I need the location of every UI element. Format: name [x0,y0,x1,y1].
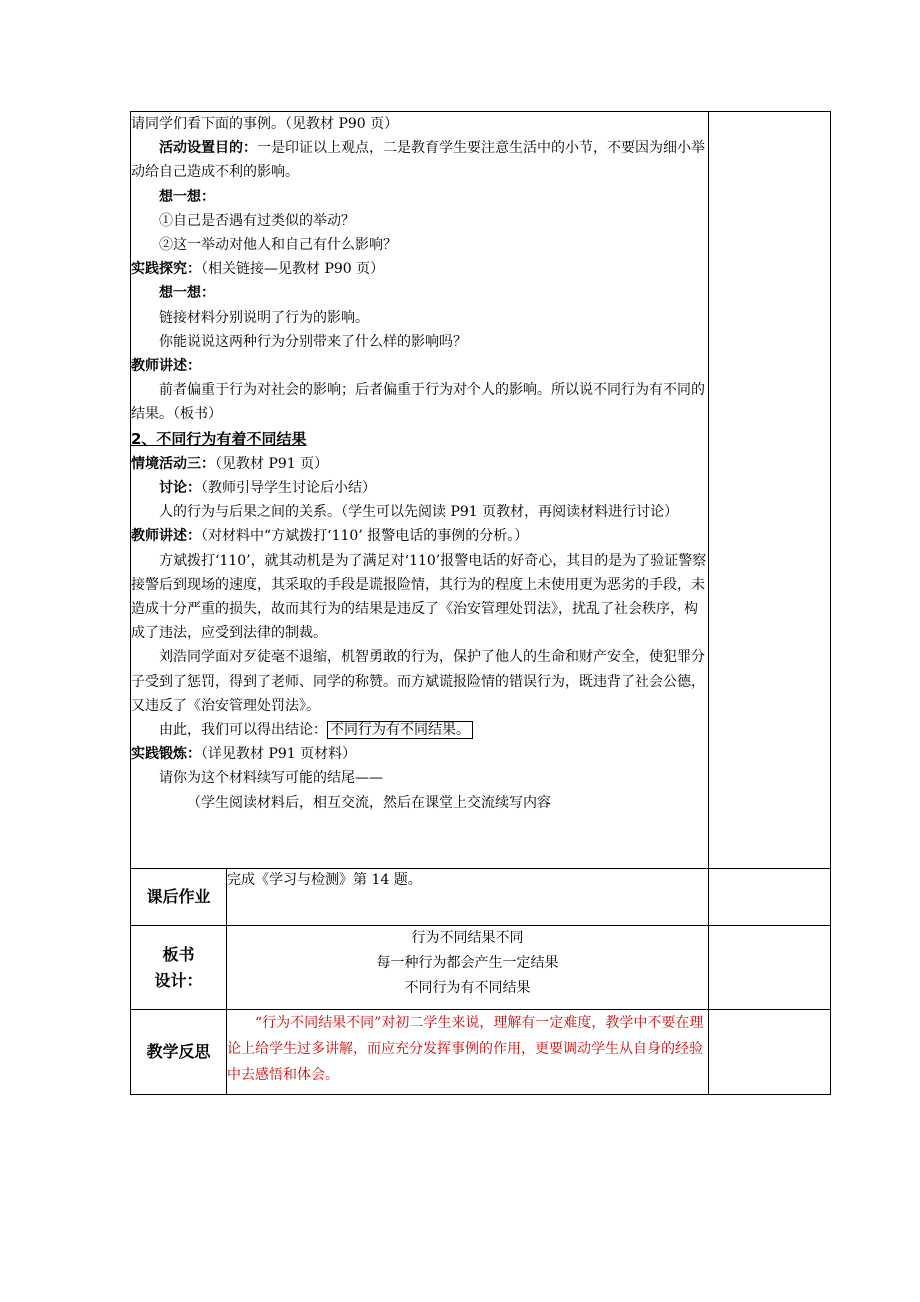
homework-text: 完成《学习与检测》第 14 题。 [227,869,709,926]
text-line [131,476,708,500]
text-line [131,742,708,766]
section-heading [131,427,708,452]
board-label [131,926,227,1010]
bold-label: 实践锻炼： [131,746,201,763]
bold-label: 教师讲述： [131,358,201,375]
table-row [131,112,831,869]
empty-cell [709,112,831,869]
reflection-text: “行为不同结果不同”对初二学生来说，理解有一定难度，教学中不要在理论上给学生过多讲解，而应充分发挥事例的作用，更要调动学生从自身的经验中去感悟和体会。 [227,1015,704,1083]
bold-label: 教师讲述： [131,528,201,545]
text-line: 人的行为与后果之间的关系。（学生可以先阅读 P91 页教材，再阅读材料进行讨论） [159,504,679,521]
lesson-content-cell [131,112,709,869]
empty-cell [709,1010,831,1095]
lesson-plan-table [130,111,831,1095]
board-line: 行为不同结果不同 [411,930,524,946]
text-line: 前者偏重于行为对社会的影响；后者偏重于行为对个人的影响。所以说不同行为有不同的结果。（板书） [131,382,705,423]
bold-label: 想一想： [159,188,215,205]
text-line: 你能说说这两种行为分别带来了什么样的影响吗？ [159,333,467,350]
board-design [227,926,709,1010]
text-line [131,281,708,305]
text-line: 请同学们看下面的事例。（见教材 P90 页） [131,116,399,132]
text-line [131,185,708,209]
text-line: ①自己是否遇有过类似的举动？ [159,212,355,229]
text-line: ②这一举动对他人和自己有什么影响？ [159,237,397,254]
homework-label: 课后作业 [131,869,227,926]
table-row [131,1010,831,1095]
board-line: 不同行为有不同结果 [404,980,531,996]
empty-cell [709,869,831,926]
text-line: 链接材料分别说明了行为的影响。 [159,309,369,326]
bold-label: 情境活动三： [131,455,215,472]
text-span: （对材料中“方斌拨打‘110’ 报警电话的事例的分析。） [201,528,529,545]
reflection-label: 教学反思 [131,1010,227,1095]
text-line: 请你为这个材料续写可能的结尾—— [159,770,383,787]
reflection-cell [227,1010,709,1095]
bold-label: 实践探究： [131,261,201,278]
text-line [131,354,708,378]
table-row [131,926,831,1010]
text-line [131,524,708,548]
empty-cell [709,926,831,1010]
bold-label: 讨论： [159,480,201,497]
text-span: （详见教材 P91 页材料） [201,746,357,763]
bold-label: 想一想： [159,285,215,302]
text-line [131,718,708,742]
text-span: （相关链接—见教材 P90 页） [201,261,385,278]
text-span: （教师引导学生讨论后小结） [201,480,376,497]
text-line [131,452,708,476]
board-label-line: 设计： [154,970,203,990]
text-span: 一是印证以上观点，二是教育学生要注意生活中的小节，不要因为细小举动给自己造成不利的影响。 [131,140,705,181]
text-span: （见教材 P91 页） [215,455,329,472]
text-line [131,257,708,281]
section-heading-text: 2、不同行为有着不同结果 [131,429,307,448]
board-line: 每一种行为都会产生一定结果 [376,955,559,971]
text-line [131,136,708,184]
text-line: 方斌拨打‘110’，就其动机是为了满足对‘110’报警电话的好奇心，其目的是为了验证警察接警后到现场的速度，其采取的手段是谎报险情，其行为的程度上未使用更为恶劣的手段，未造成十分严重的损失，故而其行为的结果是违反了《治安管理处罚法》，扰乱了社会秩序，构成了违法，应受到法律的制裁。 [131,552,707,642]
text-span: 由此，我们可以得出结论： [159,722,327,739]
boxed-conclusion: 不同行为有不同结果。 [327,721,473,739]
bold-label: 活动设置目的： [159,140,257,157]
board-label-line: 板书 [162,944,195,964]
text-line: （学生阅读材料后，相互交流，然后在课堂上交流续写内容 [187,794,551,811]
table-row [131,869,831,926]
text-line: 刘浩同学面对歹徒毫不退缩，机智勇敢的行为，保护了他人的生命和财产安全，使犯罪分子受到了惩罚，得到了老师、同学的称赞。而方斌谎报险情的错误行为，既违背了社会公德，又违反了《治安管理处罚法》。 [131,649,705,714]
